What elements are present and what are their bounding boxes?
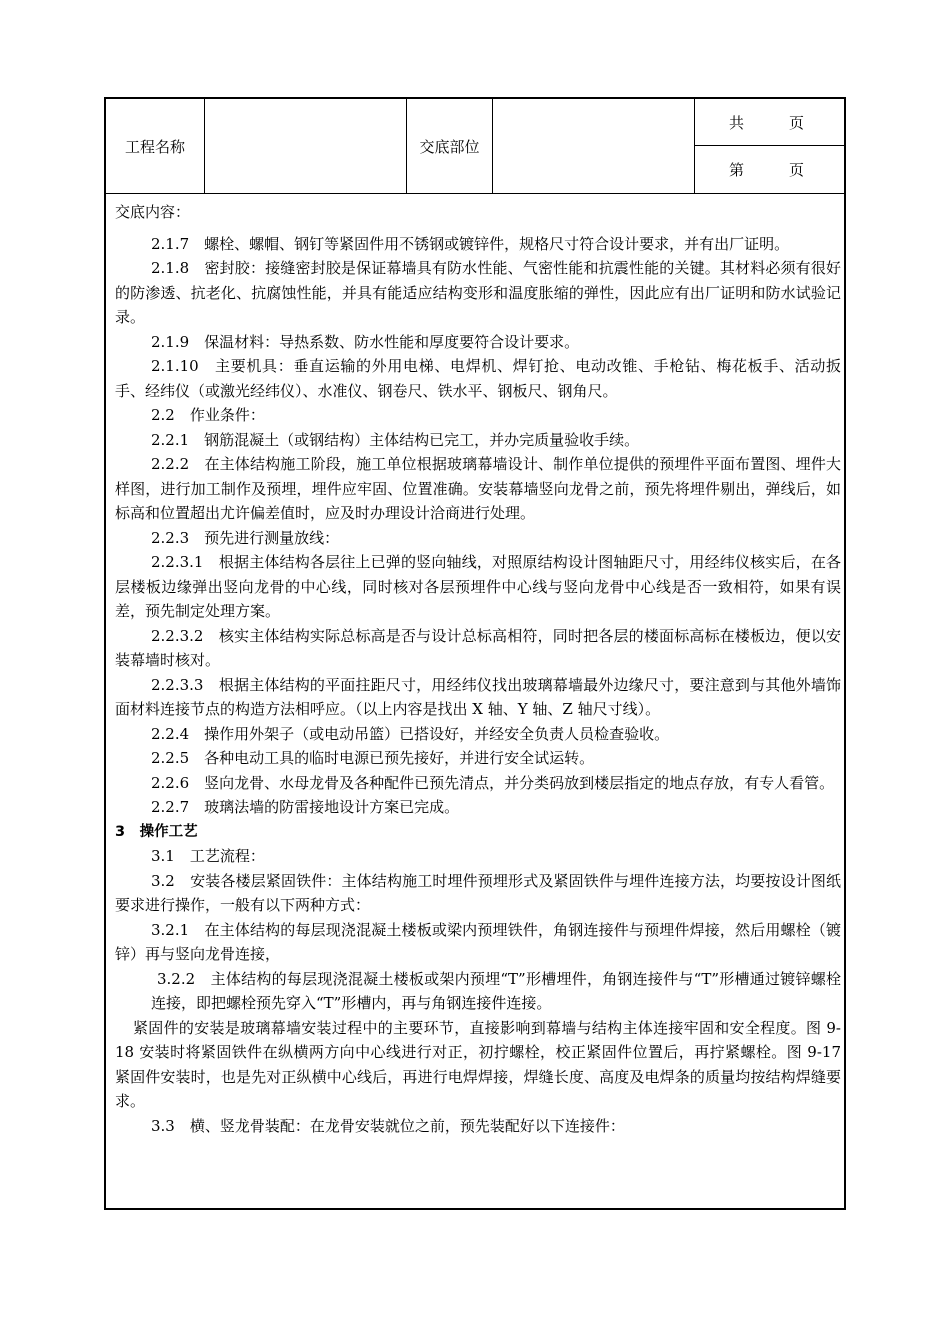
paragraph: 2.2.6 竖向龙骨、水母龙骨及各种配件已预先清点，并分类码放到楼层指定的地点存放，有专人看管。	[151, 773, 835, 792]
paragraph: 2.2.1 钢筋混凝土（或钢结构）主体结构已完工，并办完质量验收手续。	[151, 430, 640, 449]
paragraph: 2.2.2 在主体结构施工阶段，施工单位根据玻璃幕墙设计、制作单位提供的预埋件平面布置图、埋件大样图，进行加工制作及预埋，埋件应牢固、位置准确。安装幕墙竖向龙骨之前，预先将埋件剔出，弹线后，如标高和位置超出尤许偏差值时，应及时办理设计洽商进行处理。	[115, 455, 841, 522]
location-field[interactable]	[493, 99, 694, 193]
paragraph: 2.1.7 螺栓、螺帽、钢钉等紧固件用不锈钢或镀锌件，规格尺寸符合设计要求，并有出厂证明。	[151, 234, 790, 253]
paragraph: 2.1.8 密封胶：接缝密封胶是保证幕墙具有防水性能、气密性能和抗震性能的关键。其材料必须有很好的防渗透、抗老化、抗腐蚀性能，并具有能适应结构变形和温度胀缩的弹性，因此应有出厂证明和防水试验记录。	[115, 259, 841, 326]
paragraph: 紧固件的安装是玻璃幕墙安装过程中的主要环节，直接影响到幕墙与结构主体连接牢固和安全程度。图 9-18 安装时将紧固铁件在纵横两方向中心线进行对正，初拧螺栓，校正紧固件位置后，再拧紧螺栓。图 9-17 紧固件安装时，也是先对正纵横中心线后，再进行电焊焊接，焊缝长度、高度及电焊条的质量均按结构焊缝要求。	[115, 1018, 841, 1110]
disclosure-content	[115, 200, 841, 1138]
paragraph: 3.3 横、竖龙骨装配：在龙骨安装就位之前，预先装配好以下连接件：	[151, 1116, 625, 1135]
paragraph: 2.1.10 主要机具：垂直运输的外用电梯、电焊机、焊钉抢、电动改锥、手枪钻、梅花板手、活动扳手、经纬仪（或激光经纬仪）、水准仪、钢卷尺、铁水平、钢板尺、钢角尺。	[115, 357, 841, 400]
section-3-heading: 3 操作工艺	[115, 823, 198, 840]
paragraph: 2.2.7 玻璃法墙的防雷接地设计方案已完成。	[151, 798, 460, 816]
paragraph: 3.1 工艺流程：	[151, 847, 265, 865]
paragraph: 3.2.1 在主体结构的每层现浇混凝土楼板或梁内预埋铁件，角钢连接件与预埋件焊接，然后用螺栓（镀锌）再与竖向龙骨连接，	[115, 920, 841, 963]
paragraph: 2.2 作业条件：	[151, 406, 265, 424]
total-pages-cell	[695, 99, 844, 145]
paragraph: 3.2 安装各楼层紧固铁件：主体结构施工时埋件预埋形式及紧固铁件与埋件连接方法，均要按设计图纸要求进行操作，一般有以下两种方式：	[115, 871, 841, 914]
paragraph: 3.2.2 主体结构的每层现浇混凝土楼板或架内预埋“T”形槽埋件，角钢连接件与“T”形槽通过镀锌螺栓连接，即把螺栓预先穿入“T”形槽内，再与角钢连接件连接。	[151, 969, 841, 1012]
total-pages: 共 页	[729, 113, 805, 132]
paragraph: 2.2.4 操作用外架子（或电动吊篮）已搭设好，并经安全负责人员检查验收。	[151, 724, 670, 743]
page-number-cell	[695, 146, 844, 192]
project-name-label: 工程名称	[124, 137, 185, 156]
paragraph: 2.2.5 各种电动工具的临时电源已预先接好，并进行安全试运转。	[151, 749, 595, 767]
disclosure-sheet	[104, 97, 846, 1210]
paragraph: 2.1.9 保温材料：导热系数、防水性能和厚度要符合设计要求。	[151, 332, 580, 351]
paragraph: 2.2.3.1 根据主体结构各层往上已弹的竖向轴线，对照原结构设计图轴距尺寸，用经纬仪核实后，在各层楼板边缘弹出竖向龙骨的中心线，同时核对各层预埋件中心线与竖向龙骨中心线是否一致相符，如果有误差，预先制定处理方案。	[115, 553, 841, 620]
page-number: 第 页	[729, 160, 805, 179]
project-name-field[interactable]	[205, 99, 406, 193]
content-label: 交底内容：	[115, 203, 191, 221]
paragraph: 2.2.3 预先进行测量放线：	[151, 528, 340, 547]
header-table	[106, 99, 844, 194]
paragraph: 2.2.3.3 根据主体结构的平面拄距尺寸，用经纬仪找出玻璃幕墙最外边缘尺寸，要注意到与其他外墙饰面材料连接节点的构造方法相呼应。（以上内容是找出 X 轴、Y 轴、Z 轴尺寸线）。	[115, 675, 841, 718]
paragraph: 2.2.3.2 核实主体结构实际总标高是否与设计总标高相符，同时把各层的楼面标高标在楼板边，便以安装幕墙时核对。	[115, 626, 841, 669]
location-label: 交底部位	[419, 137, 480, 156]
